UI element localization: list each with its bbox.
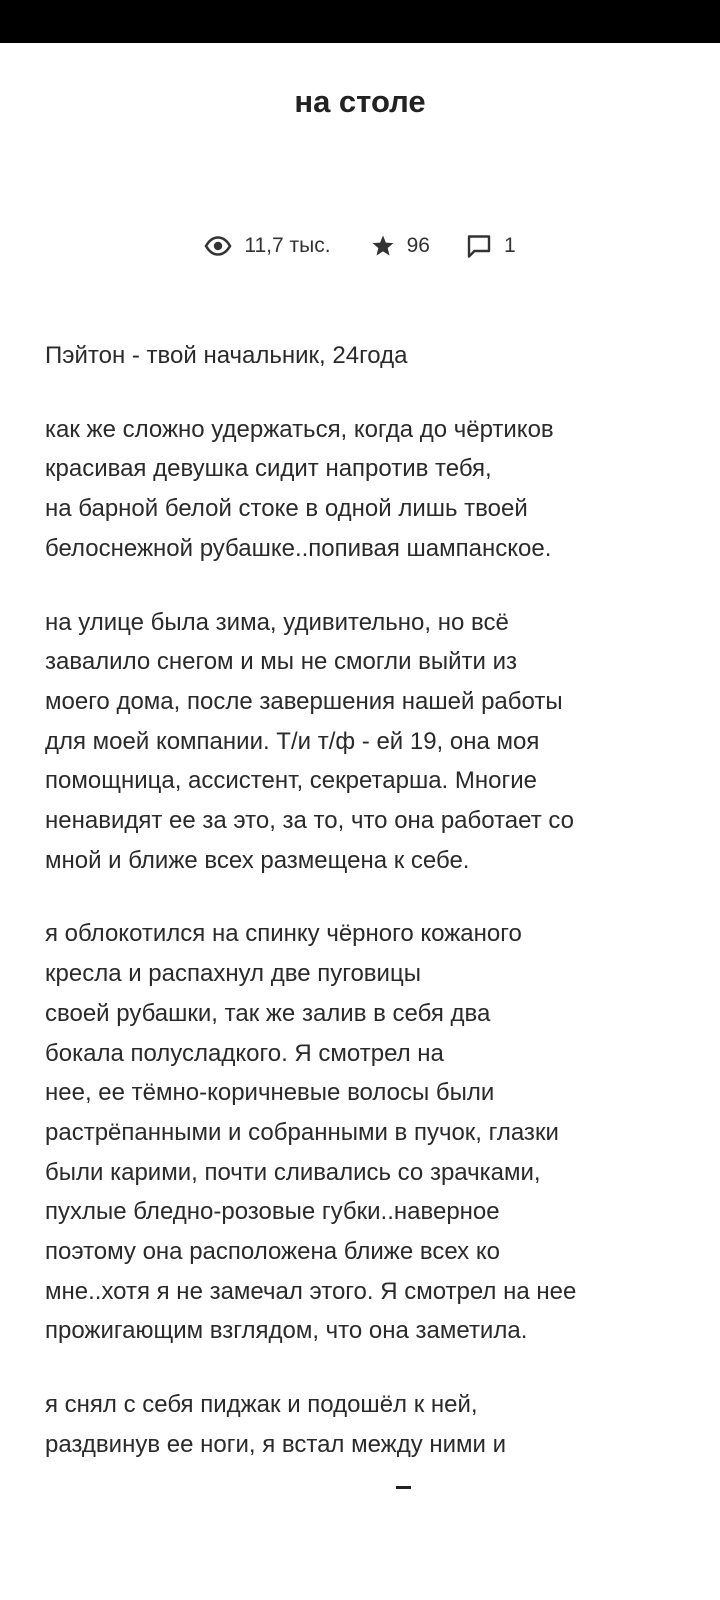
comments-stat [466, 234, 516, 259]
chapter-title: на столе [294, 84, 426, 119]
views-stat [204, 234, 330, 258]
comments-count: 1 [503, 234, 516, 257]
stars-stat [371, 234, 430, 258]
status-bar [0, 0, 720, 43]
eye-icon [204, 236, 232, 256]
paragraph: я облокотился на спинку чёрного кожаного кресла и распахнул две пуговицы своей рубашки, так же залив в себя два бокала полусладкого. Я смотрел на нее, ее тёмно-коричневые волосы были растрёпанными и собранными в пучок, глазки были карими, почти сливались со зрачками, пухлые бледно-розовые губки..наверное поэтому она расположена ближе всех ко мне..хотя я не замечал этого. Я смотрел на нее прожигающим взглядом, что она заметила. [45, 920, 577, 1345]
chapter-content [45, 336, 685, 1499]
paragraph: на улице была зима, удивительно, но всё завалило снегом и мы не смогли выйти из моего дома, после завершения нашей работы для моей компании. Т/и т/ф - ей 19, она моя помощница, ассистент, секретарша. Многие ненавидят ее за это, за то, что она работает со мной и ближе всех размещена к себе. [45, 608, 574, 874]
star-icon [371, 234, 395, 258]
paragraph: Пэйтон - твой начальник, 24года [45, 342, 408, 369]
views-count: 11,7 тыс. [244, 234, 331, 257]
scroll-indicator [396, 1486, 411, 1489]
stars-count: 96 [406, 234, 430, 257]
paragraph: я снял с себя пиджак и подошёл к ней, раздвинув ее ноги, я встал между ними и [45, 1391, 507, 1458]
paragraph: как же сложно удержаться, когда до чёртиков красивая девушка сидит напротив тебя, на барной белой стоке в одной лишь твоей белоснежной рубашке..попивая шампанское. [45, 415, 554, 562]
comment-icon [466, 234, 492, 259]
stats-row [0, 226, 720, 266]
